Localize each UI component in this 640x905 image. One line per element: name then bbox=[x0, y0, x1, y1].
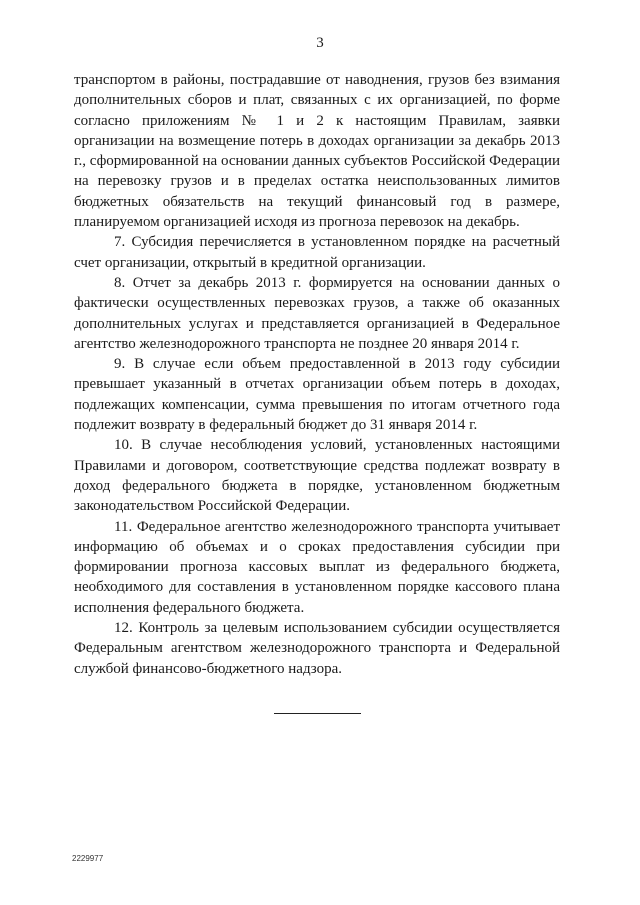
end-separator-line bbox=[274, 713, 361, 714]
paragraph-8: 8. Отчет за декабрь 2013 г. формируется на основании данных о фактически осуществленных перевозках грузов, а также об оказанных дополнительных услугах и представляется организацией в Федеральное агентство железнодорожного транспорта не позднее 20 января 2014 г. bbox=[74, 274, 560, 352]
paragraph-12: 12. Контроль за целевым использованием субсидии осуществляется Федеральным агентством железнодорожного транспорта и Федеральной службой финансово-бюджетного надзора. bbox=[74, 620, 560, 677]
page-number: 3 bbox=[316, 35, 324, 51]
paragraph-11: 11. Федеральное агентство железнодорожного транспорта учитывает информацию об объемах и о сроках предоставления субсидии при формировании прогноза кассовых выплат из федерального бюджета, необходимого для составления в установленном порядке кассового плана исполнения федерального бюджета. bbox=[74, 518, 560, 616]
document-code: 2229977 bbox=[72, 854, 104, 863]
document-body bbox=[74, 70, 560, 679]
paragraph-9: 9. В случае если объем предоставленной в 2013 году субсидии превышает указанный в отчетах организации объем потерь в доходах, подлежащих компенсации, сумма превышения по итогам отчетного года подлежит возврату в федеральный бюджет до 31 января 2014 г. bbox=[74, 356, 560, 434]
paragraph-continuation: транспортом в районы, пострадавшие от наводнения, грузов без взимания дополнительных сборов и плат, связанных с их организацией, по форме согласно приложениям № 1 и 2 к настоящим Правилам, заявки организации на возмещение потерь в доходах организации за декабрь 2013 г., сформированной на основании данных субъектов Российской Федерации на перевозку грузов и в пределах остатка неиспользованных лимитов бюджетных обязательств на текущий финансовый год в размере, планируемом организацией исходя из прогноза перевозок на декабрь. bbox=[74, 72, 560, 231]
paragraph-10: 10. В случае несоблюдения условий, установленных настоящими Правилами и договором, соответствующие средства подлежат возврату в доход федерального бюджета в порядке, установленном бюджетным законодательством Российской Федерации. bbox=[74, 437, 560, 515]
paragraph-7: 7. Субсидия перечисляется в установленном порядке на расчетный счет организации, открытый в кредитной организации. bbox=[74, 234, 560, 271]
